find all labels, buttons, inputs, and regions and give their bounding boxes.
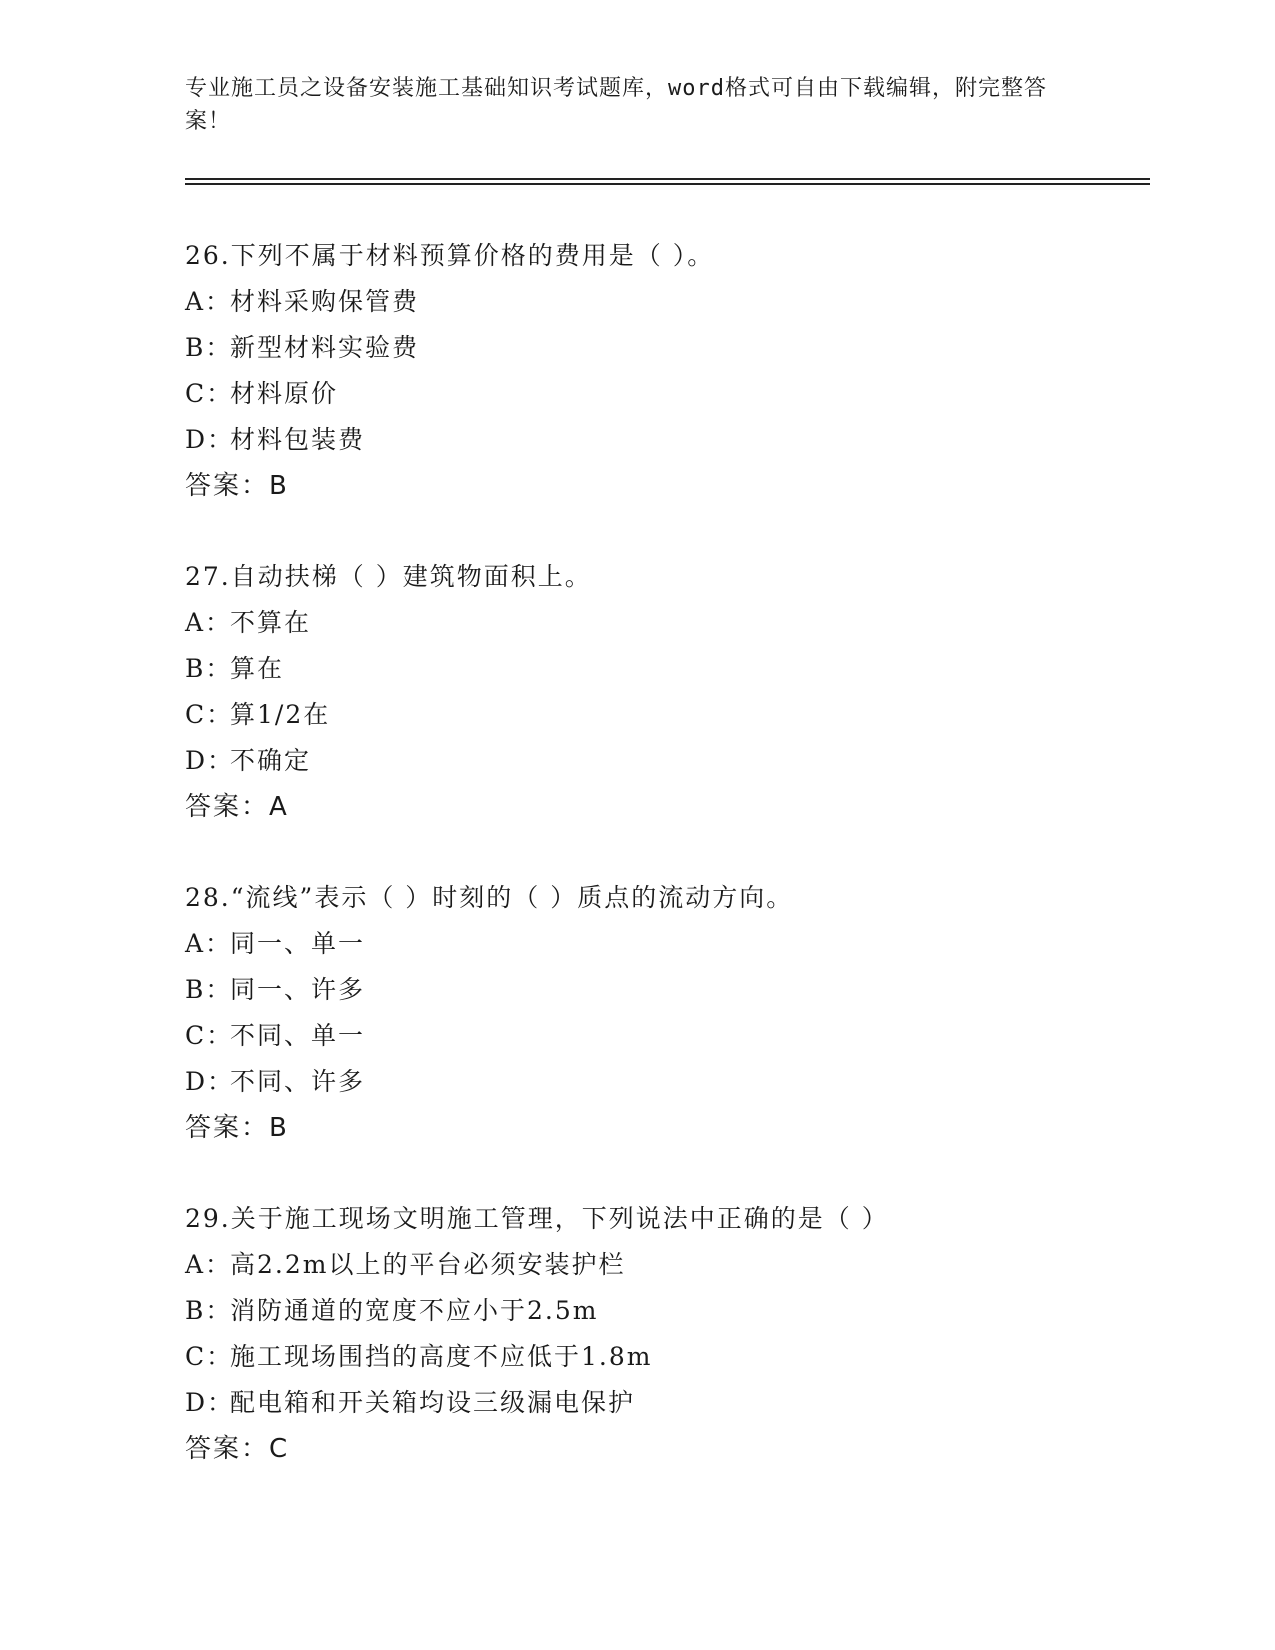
option-text: 新型材料实验费: [230, 333, 420, 362]
option-key: C：: [185, 1342, 234, 1371]
option-key: B：: [185, 1296, 233, 1325]
option-key: B：: [185, 654, 233, 683]
question-stem: 29.关于施工现场文明施工管理，下列说法中正确的是（ ）: [185, 1204, 889, 1233]
option-key: C：: [185, 1021, 234, 1050]
option-key: A：: [185, 1250, 233, 1279]
answer-value: C: [269, 1434, 290, 1464]
option-a: [185, 921, 1145, 967]
option-text: 同一、许多: [230, 975, 366, 1004]
option-text: 不确定: [230, 746, 312, 775]
option-a: [185, 279, 1145, 325]
question-27: [185, 554, 1145, 830]
option-d: [185, 738, 1145, 784]
question-list: [185, 233, 1145, 1517]
document-header: 专业施工员之设备安装施工基础知识考试题库，word格式可自由下载编辑，附完整答案！: [185, 76, 1047, 134]
answer-label: 答案：: [185, 1434, 270, 1464]
option-b: [185, 967, 1145, 1013]
option-c: [185, 1334, 1145, 1380]
option-c: [185, 1013, 1145, 1059]
option-text: 材料包装费: [230, 425, 366, 454]
option-key: C：: [185, 379, 234, 408]
option-b: [185, 1288, 1145, 1334]
header-divider-bottom: [185, 183, 1150, 185]
option-key: B：: [185, 975, 233, 1004]
option-d: [185, 1059, 1145, 1105]
option-a: [185, 1242, 1145, 1288]
option-key: D：: [185, 746, 235, 775]
option-b: [185, 646, 1145, 692]
option-text: 材料原价: [230, 379, 339, 408]
answer-label: 答案：: [185, 792, 270, 822]
option-c: [185, 692, 1145, 738]
option-text: 算1/2在: [230, 700, 331, 729]
answer-line: [185, 784, 1145, 830]
question-stem: 28.“流线”表示（ ）时刻的（ ）质点的流动方向。: [185, 883, 794, 912]
option-text: 不同、单一: [230, 1021, 366, 1050]
answer-line: [185, 463, 1145, 509]
answer-label: 答案：: [185, 1113, 270, 1143]
answer-line: [185, 1426, 1145, 1472]
option-text: 不同、许多: [230, 1067, 366, 1096]
option-key: A：: [185, 287, 233, 316]
question-stem: 26.下列不属于材料预算价格的费用是（ ）。: [185, 241, 715, 270]
question-stem: 27.自动扶梯（ ）建筑物面积上。: [185, 562, 592, 591]
option-a: [185, 600, 1145, 646]
option-d: [185, 1380, 1145, 1426]
option-text: 施工现场围挡的高度不应低于1.8m: [230, 1342, 653, 1371]
option-d: [185, 417, 1145, 463]
option-text: 材料采购保管费: [230, 287, 420, 316]
answer-value: B: [269, 471, 289, 501]
answer-value: A: [269, 792, 289, 822]
option-key: D：: [185, 1388, 235, 1417]
option-text: 不算在: [230, 608, 312, 637]
option-key: A：: [185, 929, 233, 958]
answer-line: [185, 1105, 1145, 1151]
option-text: 消防通道的宽度不应小于2.5m: [230, 1296, 599, 1325]
option-b: [185, 325, 1145, 371]
option-key: D：: [185, 1067, 235, 1096]
question-28: [185, 875, 1145, 1151]
option-text: 同一、单一: [230, 929, 366, 958]
answer-value: B: [269, 1113, 289, 1143]
header-divider-top: [185, 178, 1150, 180]
option-text: 高2.2m以上的平台必须安装护栏: [230, 1250, 626, 1279]
option-key: C：: [185, 700, 234, 729]
option-text: 算在: [230, 654, 285, 683]
option-key: A：: [185, 608, 233, 637]
question-29: [185, 1196, 1145, 1472]
option-key: B：: [185, 333, 233, 362]
option-text: 配电箱和开关箱均设三级漏电保护: [230, 1388, 636, 1417]
question-26: [185, 233, 1145, 509]
option-c: [185, 371, 1145, 417]
answer-label: 答案：: [185, 471, 270, 501]
option-key: D：: [185, 425, 235, 454]
